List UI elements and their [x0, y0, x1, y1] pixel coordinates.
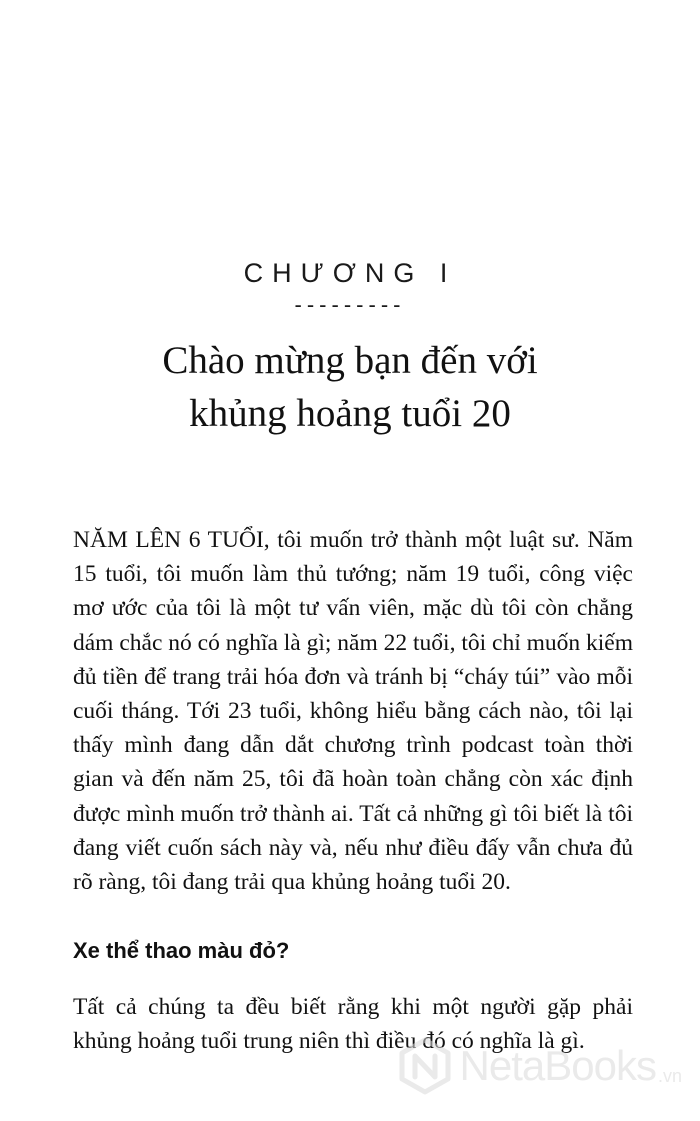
- watermark-suffix: .vn: [657, 1066, 682, 1086]
- section-heading: Xe thể thao màu đỏ?: [73, 938, 290, 963]
- body-paragraph-2: Tất cả chúng ta đều biết rằng khi một người gặp phải khủng hoảng tuổi trung niên thì điều đó có nghĩa là gì.: [73, 994, 633, 1055]
- chapter-divider: ---------: [294, 292, 406, 317]
- chapter-title: [0, 334, 700, 440]
- watermark: [396, 1037, 682, 1095]
- netabooks-logo-icon: [396, 1037, 454, 1095]
- watermark-brand: NetaBooks: [459, 1042, 656, 1089]
- chapter-label: CHƯƠNG I: [243, 258, 457, 288]
- body-paragraph-1: NĂM LÊN 6 TUỔI, tôi muốn trở thành một luật sư. Năm 15 tuổi, tôi muốn làm thủ tướng; năm 19 tuổi, công việc mơ ước của tôi là một tư vấn viên, mặc dù tôi còn chẳng dám chắc nó có nghĩa là gì; năm 22 tuổi, tôi chỉ muốn kiếm đủ tiền để trang trải hóa đơn và tránh bị “cháy túi” vào mỗi cuối tháng. Tới 23 tuổi, không hiểu bằng cách nào, tôi lại thấy mình đang dẫn dắt chương trình podcast toàn thời gian và đến năm 25, tôi đã hoàn toàn chẳng còn xác định được mình muốn trở thành ai. Tất cả những gì tôi biết là tôi đang viết cuốn sách này và, nếu như điều đấy vẫn chưa đủ rõ ràng, tôi đang trải qua khủng hoảng tuổi 20.: [73, 527, 633, 896]
- chapter-title-line-2: khủng hoảng tuổi 20: [189, 392, 511, 435]
- chapter-title-line-1: Chào mừng bạn đến với: [162, 339, 538, 382]
